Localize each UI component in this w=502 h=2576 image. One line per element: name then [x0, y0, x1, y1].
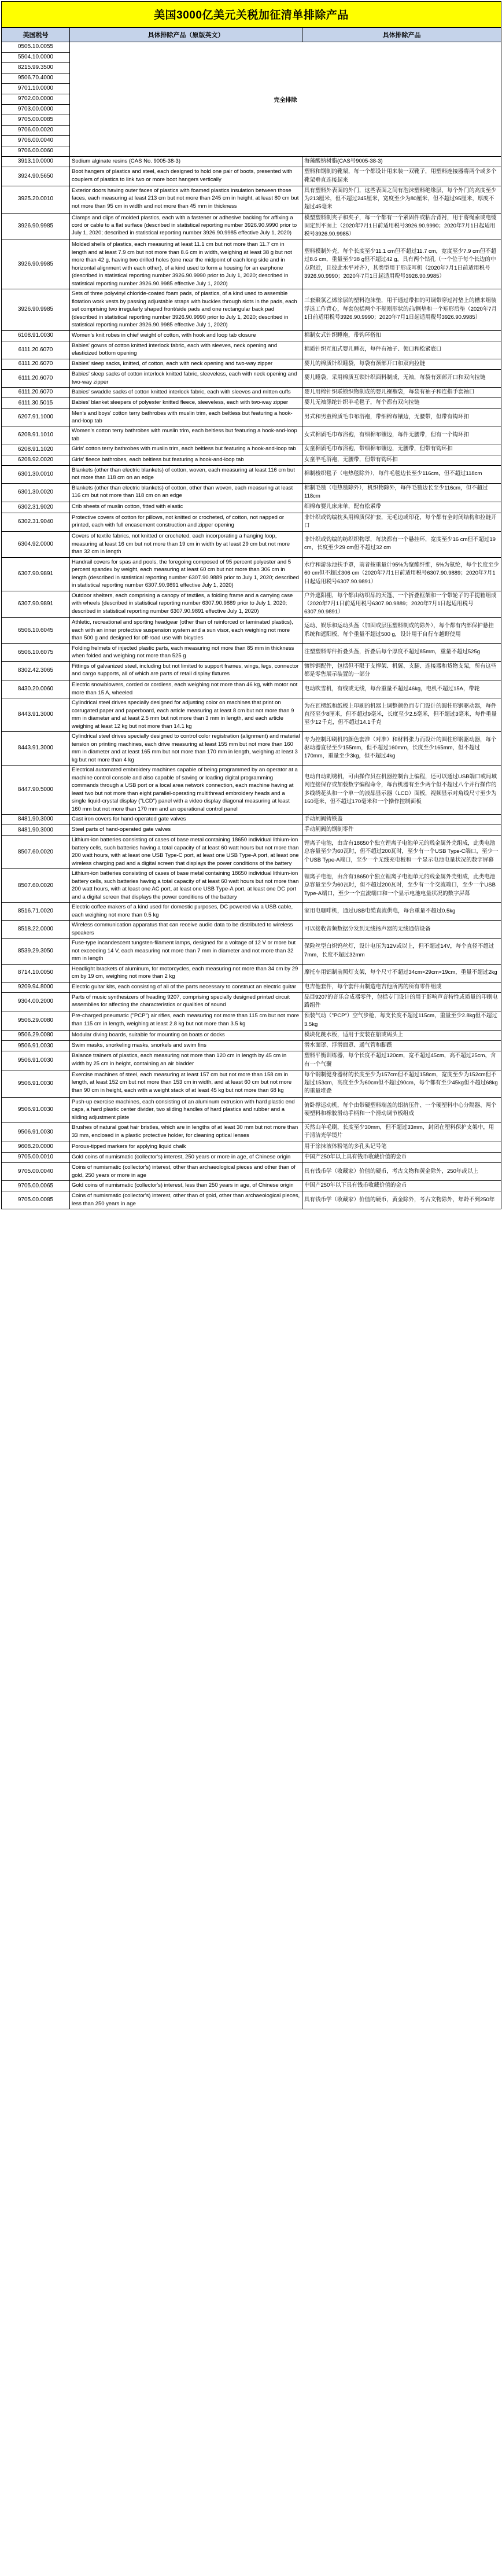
tariff-code-cell: 8481.90.3000 — [2, 814, 70, 825]
product-description-zh: 家用电咖啡机，通过USB电缆直流供电，每台重量不超过0.5kg — [302, 903, 501, 921]
tariff-code-cell: 9506.91.0030 — [2, 1070, 70, 1097]
tariff-code-cell: 9706.00.0060 — [2, 146, 70, 157]
product-description-zh: 女式棉质毛巾布浴袍，有细棉布镶边，每件无腰带，但有一个钩环扣 — [302, 426, 501, 444]
table-row — [2, 213, 501, 240]
product-description-en: Electric coffee makers of a kind used for domestic purposes, DC powered via a USB cable, each weighing not more than 0.5 kg — [70, 903, 302, 921]
product-description-en: Athletic, recreational and sporting headgear (other than of reinforced or laminated plastics), each with an inner protective suspension system and a sun visor, each weighing not more than 500 g and designed for off-road use with bicycles — [70, 618, 302, 643]
table-row — [2, 409, 501, 426]
product-description-zh: 注塑塑料零件折叠头盔，折叠后每个厚度不超过85mm，重量不超过525g — [302, 643, 501, 661]
document-title: 美国3000亿美元关税加征清单排除产品 — [2, 2, 501, 28]
tariff-code-cell: 6302.31.9020 — [2, 502, 70, 513]
product-description-zh: 摩托车用铝制前照灯支架，每个尺寸不超过34cm×29cm×19cm，重量不超过2kg — [302, 964, 501, 982]
product-description-zh: 天然山羊毛刷，长度至少30mm，但不超过33mm，封闭在塑料保护支架中，用于清洁光学镜片 — [302, 1123, 501, 1142]
tariff-code-cell: 3926.90.9985 — [2, 213, 70, 240]
product-description-en: Molded shells of plastics, each measuring at least 11.1 cm but not more than 11.7 cm in length and at least 7.9 cm but not more than 8.6 cm in width, weighing at least 38 g but not more than 42 g, having two drilled holes (one near the midpoint of each long side and in horizontal alignment with each other), of a kind used to form a housing for an earphone (described in statistical reporting number 3926.90.9990 prior to July 1, 2020; described in statistical reporting number 3926.90.9985 effective July 1, 2020) — [70, 240, 302, 289]
product-description-en: Electric snowblowers, corded or cordless, each weighing not more than 46 kg, with motor not more than 15 A, wheeled — [70, 680, 302, 698]
product-description-zh: 中国产250年以上具有钱币收藏价值的金币 — [302, 1152, 501, 1162]
table-row — [2, 557, 501, 591]
product-description-zh: 电动自动刺绣机，可由操作员在机器控制台上编程，还可以通过USB端口或局域网连接保存或加载数字编程命令，每台机器有至少两个但不超过八个并行操作的多线绣花头和一个单一的液晶显示器（LCD）面板，视频显示对角线尺寸至少为160毫米，但不超过170毫米和一个操作控制面板 — [302, 766, 501, 815]
tariff-code-cell: 8518.22.0000 — [2, 921, 70, 939]
product-description-en: Protective covers of cotton for pillows, not knitted or crocheted, of cotton, not napped or printed, each with full encasement construction and zipper opening — [70, 513, 302, 532]
table-row — [2, 939, 501, 964]
product-description-en: Swim masks, snorkeling masks, snorkels and swim fins — [70, 1041, 302, 1051]
product-description-zh: 婴儿的棉质针织睡袋，每袋有颈部开口和双向拉链 — [302, 359, 501, 369]
product-description-zh: 婴儿睡袋，采用棉质互锁针织面料制成，无袖，每袋有颈部开口和双向拉链 — [302, 370, 501, 388]
product-description-zh: 细棉布婴儿床床单，配有松紧带 — [302, 502, 501, 513]
table-row — [2, 483, 501, 502]
tariff-code-cell: 9506.29.0080 — [2, 1011, 70, 1031]
product-description-en: Boot hangers of plastics and steel, each designed to hold one pair of boots, presented with couplers of plastics to link two or more boot hangers vertically — [70, 167, 302, 186]
product-description-zh: 女童棉质毛巾布浴袍，带细棉布镶边，无腰带，但带有钩环扣 — [302, 444, 501, 455]
table-row — [2, 330, 501, 341]
product-description-zh: 模块化跳水板，适用于安装在船或码头上 — [302, 1030, 501, 1040]
product-description-zh: 塑料模制外壳，每个长度至少11.1 cm但不超过11.7 cm，宽度至少7.9 cm但不超过8.6 cm，重量至少38 g但不超过42 g，具有两个钻孔（一个位于每个长边的中点附近，且彼此水平对齐），其类型用于形成耳机（2020年7月1日前适用税号3926.90.9990；2020年7月1日起适用税号3926.90.9985） — [302, 240, 501, 289]
tariff-code-cell: 9705.00.0010 — [2, 1152, 70, 1162]
column-header-chinese: 具体排除产品 — [302, 28, 501, 42]
product-description-en: Cylindrical steel drives specially designed for adjusting color on machines that print on corrugated paper and paperboard, each article measuring at least 8 cm but not more than 9 mm in diameter and at least 2.5 mm but not more than 3 mm in length, and each article weighing at least 12 kg but not more than 14.1 kg — [70, 698, 302, 732]
tariff-code-cell: 6208.91.1020 — [2, 444, 70, 455]
product-description-zh: 具有塑料外表面的外门，这些表面之间有泡沫塑料绝缘层，每个外门的高度至少为213厘米，但不超过245厘米，宽度至少为80厘米，但不超过95厘米，厚度不超过45毫米 — [302, 186, 501, 213]
column-header-english: 具体排除产品（原版英文） — [70, 28, 302, 42]
product-description-zh: 模塑塑料制夹子和夹子，每一个都有一个紧固件或粘合背衬，用于将绳索或电缆固定到平面上（2020年7月1日前适用税号3926.90.9990；2020年7月1日起适用税号3926.90.9985） — [302, 213, 501, 240]
product-description-zh: 棉制梭织毯子（电热毯除外），每件毛毯边长至少116cm，但不超过118cm — [302, 465, 501, 483]
table-row — [2, 921, 501, 939]
product-description-zh: 手动闸阀的钢制零件 — [302, 825, 501, 836]
product-description-en: Coins of numismatic (collector's) interest, other than of gold, other than archaeological pieces, less than 250 years in age — [70, 1191, 302, 1209]
product-description-en: Electrical automated embroidery machines capable of being programmed by an operator at a machine control console and also capable of saving or loading digital programming commands through a USB port or a local area network connection, each machine having at least two but not more than eight parallel-operating multithread embroidery heads and a single liquid-crystal display ("LCD") panel with a video display diagonal measuring at least 160 mm but not more than 170 mm and an operational control panel — [70, 766, 302, 815]
table-row — [2, 42, 501, 53]
product-description-en: Girls' cotton terry bathrobes with muslin trim, each beltless but featuring a hook-and-loop tab — [70, 444, 302, 455]
tariff-code-cell: 6506.10.6045 — [2, 618, 70, 643]
product-description-zh: 三套聚氯乙烯涂层的塑料泡沫垫，用于通过带扣的可调带穿过衬垫上的槽来组装浮选工作背心，每套包括两个不规则形状的前/侧垫和一个矩形后垫（2020年7月1日前适用税号3926.90.9990；2020年7月1日起适用税号3926.90.9985） — [302, 289, 501, 330]
product-description-zh: 水疗和游泳池扶手罩，前者按重量计95%为聚酯纤维，5%为氨纶，每个长度至少60 cm但不超过306 cm（2020年7月1日前适用税号6307.90.9889；2020年7月1日起适用税号6307.90.9891） — [302, 557, 501, 591]
tariff-code-cell: 6208.92.0020 — [2, 455, 70, 465]
table-row — [2, 1030, 501, 1040]
product-description-en: Headlight brackets of aluminum, for motorcycles, each measuring not more than 34 cm by 29 cm by 19 cm, weighing not more than 2 kg — [70, 964, 302, 982]
product-description-zh: 婴儿无袖涤纶针织羊毛毯子，每个都有双向拉链 — [302, 398, 501, 409]
tariff-code-cell: 9705.00.0085 — [2, 1191, 70, 1209]
product-description-en: Sodium alginate resins (CAS No. 9005-38-3) — [70, 157, 302, 167]
table-row — [2, 513, 501, 532]
tariff-code-cell: 6302.31.9040 — [2, 513, 70, 532]
table-row — [2, 167, 501, 186]
product-description-en: Babies' swaddle sacks of cotton knitted interlock fabric, each with sleeves and mitten cuffs — [70, 388, 302, 398]
tariff-code-cell: 9506.29.0080 — [2, 1030, 70, 1040]
table-row — [2, 766, 501, 815]
tariff-code-cell: 3926.90.9985 — [2, 240, 70, 289]
table-row — [2, 1181, 501, 1191]
tariff-code-cell: 8539.29.3050 — [2, 939, 70, 964]
tariff-code-cell: 6304.92.0000 — [2, 532, 70, 557]
product-description-zh: 电吉他套件，每个套件由制造电吉他所需的所有零件组成 — [302, 982, 501, 992]
product-description-en: Outdoor shelters, each comprising a canopy of textiles, a folding frame and a carrying case with wheels (described in statistical reporting number 6307.90.9889 prior to July 1, 2020; described in statistical reporting number 6307.90.9891 effective July 1, 2020) — [70, 591, 302, 618]
tariff-code-cell: 8481.90.3000 — [2, 825, 70, 836]
product-description-zh: 潜水面罩、浮潜面罩、通气管和脚蹼 — [302, 1041, 501, 1051]
product-description-en: Men's and boys' cotton terry bathrobes with muslin trim, each beltless but featuring a hook-and-loop tab — [70, 409, 302, 426]
product-description-zh: 海藻酸钠树脂(CAS号9005-38-3) — [302, 157, 501, 167]
product-description-en: Porous-tipped markers for applying liquid chalk — [70, 1142, 302, 1152]
table-row — [2, 398, 501, 409]
product-description-en: Blankets (other than electric blankets) of cotton, woven, each measuring at least 116 cm but not more than 118 cm on an edge — [70, 465, 302, 483]
table-row — [2, 698, 501, 732]
tariff-code-cell: 8443.91.3000 — [2, 698, 70, 732]
product-description-en: Babies' gowns of cotton knitted interlock fabric, each with sleeves, neck opening and elasticized bottom opening — [70, 341, 302, 359]
product-description-en: Women's knit robes in chief weight of cotton, with hook and loop tab closure — [70, 330, 302, 341]
table-row — [2, 964, 501, 982]
tariff-code-cell: 8507.60.0020 — [2, 836, 70, 869]
tariff-code-cell: 6111.20.6070 — [2, 341, 70, 359]
table-row — [2, 1011, 501, 1031]
table-row — [2, 341, 501, 359]
tariff-code-cell: 9506.91.0030 — [2, 1041, 70, 1051]
table-row — [2, 465, 501, 483]
table-row — [2, 370, 501, 388]
product-description-zh: 每个钢制健身器材的长度至少为157cm但不超过158cm，宽度至少为152cm但不超过153cm，高度至少为60cm但不超过90cm，每个都有至少45kg但不超过68kg的重量堆叠 — [302, 1070, 501, 1097]
product-description-en: Cylindrical steel drives specially designed to control color registration (alignment) and material tension on printing machines, each drive measuring at least 155 mm but not more than 160 mm in diameter and at least 165 mm but not more than 170 mm in length, weighing at least 3 kg but not more than 4 kg — [70, 732, 302, 766]
table-row — [2, 1191, 501, 1209]
title-row — [2, 2, 501, 28]
product-description-zh: 品目9207的音乐合成器零件，包括专门设计的用于影响声音特性或质量的印刷电路组件 — [302, 992, 501, 1011]
product-description-en: Women's cotton terry bathrobes with muslin trim, each beltless but featuring a hook-and-loop tab — [70, 426, 302, 444]
product-description-zh: 具有钱币学（收藏家）价值的硬币，黄金除外，考古文物除外，年龄不到250年 — [302, 1191, 501, 1209]
tariff-code-cell: 8516.71.0020 — [2, 903, 70, 921]
product-description-zh: 棉制毛毯（电热毯除外），机织物除外，每件毛毯边长至少116cm，但不超过118cm — [302, 483, 501, 502]
tariff-code-cell: 6108.91.0030 — [2, 330, 70, 341]
tariff-code-cell: 8714.10.0050 — [2, 964, 70, 982]
table-row — [2, 591, 501, 618]
tariff-code-cell: 6111.30.5015 — [2, 398, 70, 409]
product-description-en: Babies' blanket sleepers of polyester knitted fleece, sleeveless, each with two-way zipper — [70, 398, 302, 409]
tariff-code-cell: 6301.30.0010 — [2, 465, 70, 483]
product-description-zh: 户外遮阳棚，每个都由纺织品的天篷、一个折叠框架和一个带轮子的手提箱组成（2020年7月1日前适用税号6307.90.9889；2020年7月1日起适用税号6307.90.9891） — [302, 591, 501, 618]
tariff-code-cell: 9209.94.8000 — [2, 982, 70, 992]
table-row — [2, 455, 501, 465]
product-description-en: Folding helmets of injected plastic parts, each measuring not more than 85 mm in thickness when folded and weighing not more than 525 g — [70, 643, 302, 661]
table-row — [2, 618, 501, 643]
product-description-zh: 手动闸阀铸铁盖 — [302, 814, 501, 825]
product-description-en: Handrail covers for spas and pools, the foregoing composed of 95 percent polyester and 5 percent spandex by weight, each measuring at least 60 cm but not more than 306 cm in length (described in statistical reporting number 6307.90.9889 prior to July 1, 2020; described in statistical reporting number 6307.90.9891 effective July 1, 2020) — [70, 557, 302, 591]
product-description-en: Gold coins of numismatic (collector's) interest, 250 years or more in age, of Chinese origin — [70, 1152, 302, 1162]
product-description-en: Crib sheets of muslin cotton, fitted with elastic — [70, 502, 302, 513]
tariff-code-cell: 9703.00.0000 — [2, 105, 70, 115]
tariff-code-cell: 5504.10.0000 — [2, 53, 70, 63]
tariff-code-cell: 8507.60.0020 — [2, 869, 70, 903]
table-row — [2, 869, 501, 903]
table-row — [2, 903, 501, 921]
tariff-code-cell: 9506.91.0030 — [2, 1123, 70, 1142]
product-description-zh: 运动、娱乐和运动头盔（加固或层压塑料制成的除外），每个都有内部保护悬挂系统和遮阳板，每个重量不超过500 g，设计用于自行车越野使用 — [302, 618, 501, 643]
tariff-code-cell: 0505.10.0055 — [2, 42, 70, 53]
tariff-code-cell: 6111.20.6070 — [2, 370, 70, 388]
tariff-code-cell: 6301.30.0020 — [2, 483, 70, 502]
product-description-zh: 为在瓦楞纸和纸板上印刷的机器上调整颜色而专门设计的圆柱形钢驱动器，每件直径至少8厘米，但不超过9毫米，长度至少2.5毫米，但不超过3毫米，每件重量至少12千克，但不超过14.1千克 — [302, 698, 501, 732]
product-description-zh: 婴儿用棉针织联锁织物制成的婴儿襁褓袋，每袋有袖子和连指手套袖口 — [302, 388, 501, 398]
product-description-en: Brushes of natural goat hair bristles, which are in lengths of at least 30 mm but not more than 33 mm, enclosed in a plastic protective holder, for cleaning optical lenses — [70, 1123, 302, 1142]
table-row — [2, 982, 501, 992]
table-row — [2, 661, 501, 680]
table-row — [2, 444, 501, 455]
product-description-zh: 男式和男童棉质毛巾布浴袍，带细棉布镶边，无腰带，但带有钩环扣 — [302, 409, 501, 426]
table-row — [2, 1041, 501, 1051]
spreadsheet-sheet — [0, 0, 502, 1213]
product-description-en: Cast iron covers for hand-operated gate valves — [70, 814, 302, 825]
tariff-code-cell: 9506.70.4000 — [2, 73, 70, 84]
table-row — [2, 732, 501, 766]
product-description-zh: 塑料和钢制的靴架，每一个都设计用来装一双靴子，用塑料连接器将两个或多个靴架垂直连接起来 — [302, 167, 501, 186]
product-description-en: Gold coins of numismatic (collector's) interest, less than 250 years in age, of Chinese origin — [70, 1181, 302, 1191]
table-row — [2, 1070, 501, 1097]
product-description-en: Modular diving boards, suitable for mounting on boats or docks — [70, 1030, 302, 1040]
tariff-code-cell: 9608.20.0000 — [2, 1142, 70, 1152]
product-description-en: Electric guitar kits, each consisting of all of the parts necessary to construct an electric guitar — [70, 982, 302, 992]
tariff-code-cell: 8215.99.3500 — [2, 63, 70, 73]
product-description-en: Sets of three polyvinyl chloride-coated foam pads, of plastics, of a kind used to assemble flotation work vests by passing adjustable straps with buckles through slots in the pads, each set comprising two irregularly shaped front/side pads and one rectangular back pad (described in statistical reporting number 3926.90.9990 prior to July 1, 2020; described in statistical reporting number 3926.90.9985 effective July 1, 2020) — [70, 289, 302, 330]
tariff-code-cell: 8443.91.3000 — [2, 732, 70, 766]
product-description-zh: 女童羊毛浴袍，无腰带，但带有钩环扣 — [302, 455, 501, 465]
product-description-en: Lithium-ion batteries consisting of cases of base metal containing 18650 individual lithium-ion battery cells, such batteries having a total capacity of at least 60 watt hours but not more than 200 watt hours, with at least one USB Type-C port, at least one USB Type-A port, at least one wireless charging pad and a digital screen that displays the power conditions of the battery — [70, 836, 302, 869]
table-row — [2, 1142, 501, 1152]
table-row — [2, 992, 501, 1011]
tariff-code-cell: 6307.90.9891 — [2, 591, 70, 618]
table-row — [2, 240, 501, 289]
exclusion-table — [1, 1, 501, 1209]
tariff-code-cell: 9706.00.0040 — [2, 136, 70, 146]
product-description-en: Babies' sleep sacks of cotton interlock knitted fabric, sleeveless, each with neck opening and two-way zipper — [70, 370, 302, 388]
product-description-en: Fuse-type incandescent tungsten-filament lamps, designed for a voltage of 12 V or more but not exceeding 14 V, each measuring not more than 7 mm in diameter and not more than 32 mm in length — [70, 939, 302, 964]
product-description-en: Balance trainers of plastics, each measuring not more than 120 cm in length by 45 cm in width by 25 cm in height, containing an air bladder — [70, 1051, 302, 1070]
product-description-zh: 棉质针织互扣式婴儿睡衣，每件有袖子、领口和松紧底口 — [302, 341, 501, 359]
table-row — [2, 836, 501, 869]
tariff-code-cell: 9506.91.0030 — [2, 1051, 70, 1070]
product-description-en: Blankets (other than electric blankets) of cotton, other than woven, each measuring at least 116 cm but not more than 118 cm on an edge — [70, 483, 302, 502]
table-row — [2, 680, 501, 698]
table-row — [2, 388, 501, 398]
table-row — [2, 825, 501, 836]
tariff-code-cell: 3925.20.0010 — [2, 186, 70, 213]
table-row — [2, 1051, 501, 1070]
product-description-en: Babies' sleep sacks, knitted, of cotton, each with neck opening and two-way zipper — [70, 359, 302, 369]
product-description-zh: 镀锌钢配件，包括但不限于支撑架、机翼、支腿、连接器和货物支架，所有这些都是零售展示装置的一部分 — [302, 661, 501, 680]
full-exclusion-label: 完全排除 — [70, 42, 501, 157]
column-header-row — [2, 28, 501, 42]
table-row — [2, 814, 501, 825]
product-description-zh: 塑料平衡训练器，每个长度不超过120cm，宽不超过45cm，高不超过25cm，含有一个气囊 — [302, 1051, 501, 1070]
product-description-en: Steel parts of hand-operated gate valves — [70, 825, 302, 836]
product-description-zh: 预装气动（"PCP"）空气步枪，每支长度不超过115cm，重量至少2.8kg但不超过3.5kg — [302, 1011, 501, 1031]
product-description-zh: 棉制女式针织睡袍，带钩环搭扣 — [302, 330, 501, 341]
tariff-code-cell: 6111.20.6070 — [2, 388, 70, 398]
tariff-code-cell: 3924.90.5650 — [2, 167, 70, 186]
tariff-code-cell: 6506.10.6075 — [2, 643, 70, 661]
table-row — [2, 186, 501, 213]
tariff-code-cell: 3913.10.0000 — [2, 157, 70, 167]
table-row — [2, 502, 501, 513]
product-description-en: Coins of numismatic (collector's) interest, other than archaeological pieces and other than of gold, 250 years or more in age — [70, 1163, 302, 1181]
product-description-zh: 专为控制印刷机的颜色套准（对准）和材料张力而设计的圆柱形钢驱动器，每个驱动器直径至少155mm，但不超过160mm，长度至少165mm，但不超过170mm，重量至少3kg，但不超过4kg — [302, 732, 501, 766]
product-description-en: Clamps and clips of molded plastics, each with a fastener or adhesive backing for affixing a cord or cable to a flat surface (described in statistical reporting number 3926.90.9990 prior to July 1, 2020; described in statistical reporting number 3926.90.9985 effective July 1, 2020) — [70, 213, 302, 240]
tariff-code-cell: 9506.91.0030 — [2, 1097, 70, 1123]
product-description-zh: 锂离子电池，由含有18650个独立锂离子电池单元的贱金属外壳组成，此类电池总容量至少为60瓦时，但不超过200瓦时，至少有一个交流端口，至少一个USB Type-A端口，至少一个直流端口和一个显示电池电量状况的数字屏幕 — [302, 869, 501, 903]
table-row — [2, 359, 501, 369]
tariff-code-cell: 9705.00.0040 — [2, 1163, 70, 1181]
tariff-code-cell: 6307.90.9891 — [2, 557, 70, 591]
tariff-code-cell: 9304.00.2000 — [2, 992, 70, 1011]
table-row — [2, 157, 501, 167]
product-description-zh: 具有钱币学（收藏家）价值的硬币，考古文物和黄金除外，250年或以上 — [302, 1163, 501, 1181]
table-row — [2, 643, 501, 661]
tariff-code-cell: 9705.00.0085 — [2, 115, 70, 126]
tariff-code-cell: 8302.42.3065 — [2, 661, 70, 680]
product-description-en: Covers of textile fabrics, not knitted or crocheted, each incorporating a hanging loop, measuring at least 16 cm but not more than 19 cm in width by at least 29 cm but not more than 32 cm in length — [70, 532, 302, 557]
tariff-code-cell: 6111.20.6070 — [2, 359, 70, 369]
column-header-code: 美国税号 — [2, 28, 70, 42]
table-row — [2, 1163, 501, 1181]
product-description-en: Lithium-ion batteries consisting of cases of base metal containing 18650 individual lithium-ion battery cells, such batteries having a total capacity of at least 60 watt hours but not more than 200 watt hours, with at least one AC port, at least one USB Type-A port, at least one DC port and a digital screen that displays the power conditions of the battery — [70, 869, 302, 903]
table-row — [2, 1097, 501, 1123]
table-row — [2, 532, 501, 557]
product-description-en: Wireless communication apparatus that can receive audio data to be distributed to wireless speakers — [70, 921, 302, 939]
product-description-en: Exercise machines of steel, each measuring at least 157 cm but not more than 158 cm in length, at least 152 cm but not more than 153 cm in width, and at least 60 cm but not more than 90 cm in height, each with a weight stack of at least 45 kg but not more than 68 kg — [70, 1070, 302, 1097]
tariff-code-cell: 6208.91.1010 — [2, 426, 70, 444]
product-description-en: Exterior doors having outer faces of plastics with foamed plastics insulation between those faces, each measuring at least 213 cm but not more than 245 cm in height, at least 80 cm but not more than 95 cm in width and not more than 45 mm in thickness — [70, 186, 302, 213]
product-description-zh: 用于涂抹液体粉笔的多孔头记号笔 — [302, 1142, 501, 1152]
product-description-zh: 电动吹雪机，有线或无线，每台重量不超过46kg，电机不超过15A，带轮 — [302, 680, 501, 698]
table-row — [2, 1152, 501, 1162]
tariff-code-cell: 8430.20.0060 — [2, 680, 70, 698]
tariff-code-cell: 9701.10.0000 — [2, 84, 70, 94]
product-description-zh: 保险丝型白炽钨丝灯，设计电压为12V或以上，但不超过14V，每个直径不超过7mm，长度不超过32mm — [302, 939, 501, 964]
tariff-code-cell: 6207.91.1000 — [2, 409, 70, 426]
product-description-en: Push-up exercise machines, each consisting of an aluminum extrusion with hard plastic end caps, a hard plastic center divider, two sliding handles of hard plastics and rubber and a sliding adjustment plate — [70, 1097, 302, 1123]
product-description-zh: 中国产250年以下具有钱币收藏价值的金币 — [302, 1181, 501, 1191]
product-description-zh: 非针织或钩编的纺织织物罩，每块都有一个悬挂环，宽度至少16 cm但不超过19 cm，长度至少29 cm但不超过32 cm — [302, 532, 501, 557]
product-description-zh: 可以接收音频数据分发到无线扬声器的无线通信设备 — [302, 921, 501, 939]
product-description-en: Girls' fleece bathrobes, each beltless but featuring a hook-and-loop tab — [70, 455, 302, 465]
table-row — [2, 426, 501, 444]
tariff-code-cell: 9702.00.0000 — [2, 94, 70, 105]
product-description-en: Pre-charged pneumatic ("PCP") air rifles, each measuring not more than 115 cm but not more than 115 cm in length, weighing at least 2.8 kg but not more than 3.5 kg — [70, 1011, 302, 1031]
tariff-code-cell: 9705.00.0065 — [2, 1181, 70, 1191]
tariff-code-cell: 3926.90.9985 — [2, 289, 70, 330]
product-description-zh: 非针织或钩编枕头用棉质保护套，无毛边或印花，每个都有全封闭结构和拉链开口 — [302, 513, 501, 532]
table-row — [2, 1123, 501, 1142]
tariff-code-cell: 8447.90.5000 — [2, 766, 70, 815]
product-description-en: Fittings of galvanized steel, including but not limited to support frames, wings, legs, connector and cargo supports, all of which are parts of retail display fixtures — [70, 661, 302, 680]
tariff-code-cell: 9706.00.0020 — [2, 126, 70, 136]
product-description-zh: 锂离子电池，由含有18650个独立锂离子电池单元的贱金属外壳组成，此类电池总容量至少为60瓦时，但不超过200瓦时，至少有一个USB Type-C端口，至少一个USB Type-A端口，至少一个无线充电板和一个显示电池电量状况的数字屏幕 — [302, 836, 501, 869]
product-description-zh: 俯卧撑运动机，每个由带硬塑料端盖的铝挤压件、一个硬塑料中心分隔器、两个硬塑料和橡胶滑动手柄和一个滑动调节板组成 — [302, 1097, 501, 1123]
table-row — [2, 289, 501, 330]
product-description-en: Parts of music synthesizers of heading 9207, comprising specially designed printed circuit assemblies for affecting the characteristics or qualities of sound — [70, 992, 302, 1011]
